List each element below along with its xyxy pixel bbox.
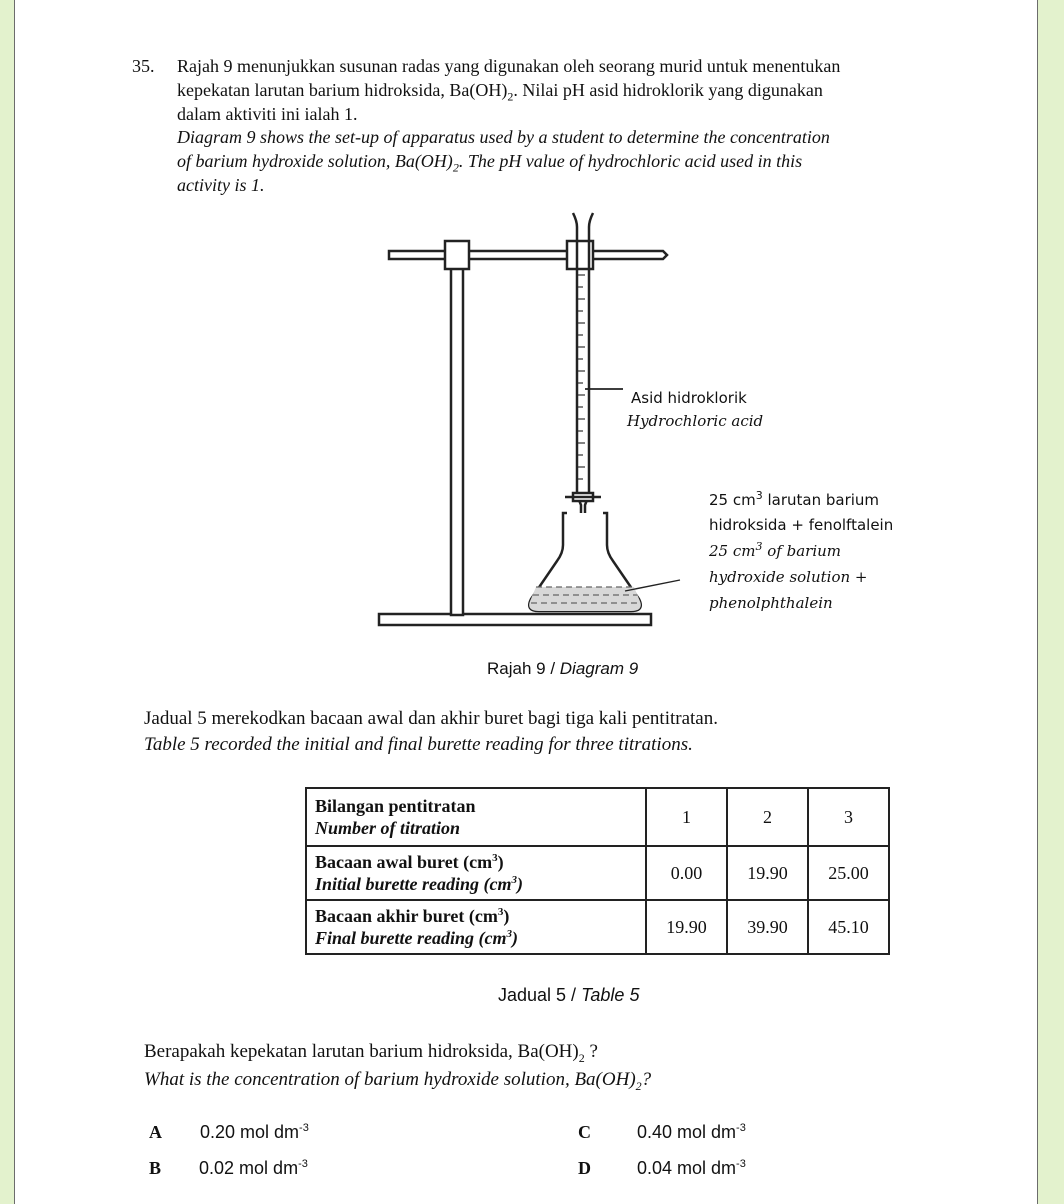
question-ms-line-2: kepekatan larutan barium hidroksida, $Ba(OH)_2$. Nilai pH asid hidroklorik yang digunakan bbox=[177, 80, 823, 104]
question-en-line-2: of barium hydroxide solution, $Ba(OH)_2$. The pH value of hydrochloric acid used in this bbox=[177, 151, 803, 175]
table-cell: 2 bbox=[727, 788, 808, 846]
ask-ms: Berapakah kepekatan larutan barium hidroksida, $Ba(OH)_2$ ? bbox=[144, 1041, 598, 1065]
table-cell: 45.10 bbox=[808, 900, 889, 954]
table-cell: 25.00 bbox=[808, 846, 889, 900]
table-caption: Jadual 5 / Table 5 bbox=[498, 985, 640, 1005]
option-b[interactable] bbox=[149, 1158, 308, 1179]
table-intro-en: Table 5 recorded the initial and final burette reading for three titrations. bbox=[144, 734, 693, 755]
option-value: 0.20 mol $dm^{-3}$ bbox=[200, 1122, 309, 1142]
retort-stand-rod bbox=[451, 243, 463, 615]
burette-graduations bbox=[578, 275, 585, 479]
option-letter: C bbox=[578, 1122, 591, 1142]
question-ms-line-1: Rajah 9 menunjukkan susunan radas yang digunakan oleh seorang murid untuk menentukan bbox=[177, 56, 841, 76]
table-header-cell: Bacaan awal buret $(cm^3)$ Initial burette reading $(cm^3)$ bbox=[306, 846, 646, 900]
table-cell: 1 bbox=[646, 788, 727, 846]
burette-readings-table bbox=[305, 787, 890, 955]
table-cell: 19.90 bbox=[646, 900, 727, 954]
table-row bbox=[306, 846, 889, 900]
option-value: 0.40 mol $dm^{-3}$ bbox=[637, 1122, 746, 1142]
option-c[interactable] bbox=[578, 1122, 746, 1143]
option-letter: D bbox=[578, 1158, 591, 1178]
table-cell: 0.00 bbox=[646, 846, 727, 900]
ask-en: What is the concentration of barium hydroxide solution, $Ba(OH)_2$? bbox=[144, 1069, 652, 1093]
table-intro-ms: Jadual 5 merekodkan bacaan awal dan akhir buret bagi tiga kali pentitratan. bbox=[144, 708, 718, 729]
burette-clamp-arm bbox=[389, 251, 667, 259]
question-ms-line-3: dalam aktiviti ini ialah 1. bbox=[177, 104, 358, 124]
table-header-cell: Bacaan akhir buret $(cm^3)$ Final burette reading $(cm^3)$ bbox=[306, 900, 646, 954]
option-letter: B bbox=[149, 1158, 162, 1178]
option-d[interactable] bbox=[578, 1158, 746, 1179]
table-row bbox=[306, 788, 889, 846]
table-cell: 19.90 bbox=[727, 846, 808, 900]
table-cell: 3 bbox=[808, 788, 889, 846]
option-a[interactable] bbox=[149, 1122, 309, 1143]
question-en-line-3: activity is 1. bbox=[177, 175, 265, 195]
flask-solution bbox=[529, 587, 641, 611]
table-row bbox=[306, 900, 889, 954]
label-acid-ms: Asid hidroklorik bbox=[631, 389, 747, 407]
exam-page bbox=[14, 0, 1038, 1204]
option-value: 0.04 mol $dm^{-3}$ bbox=[637, 1158, 746, 1178]
table-cell: 39.90 bbox=[727, 900, 808, 954]
boss-clamp bbox=[445, 241, 469, 269]
option-letter: A bbox=[149, 1122, 162, 1142]
table-header-cell: Bilangan pentitratan Number of titration bbox=[306, 788, 646, 846]
flask-pointer-line bbox=[625, 580, 680, 591]
diagram-caption: Rajah 9 / Diagram 9 bbox=[487, 659, 639, 678]
question-number: 35. bbox=[132, 56, 155, 76]
option-value: 0.02 mol $dm^{-3}$ bbox=[199, 1158, 308, 1178]
label-flask-en-1: 25 $cm^3$ of barium bbox=[709, 540, 841, 560]
question-en-line-1: Diagram 9 shows the set-up of apparatus used by a student to determine the concentration bbox=[177, 127, 830, 147]
retort-stand-base bbox=[379, 614, 651, 625]
label-flask-ms-2: hidroksida + fenolftalein bbox=[709, 516, 894, 534]
label-acid-en: Hydrochloric acid bbox=[627, 412, 764, 430]
label-flask-ms-1: 25 $cm^3$ larutan barium bbox=[709, 489, 880, 509]
label-flask-en-3: phenolphthalein bbox=[709, 594, 833, 612]
label-flask-en-2: hydroxide solution + bbox=[709, 568, 868, 586]
